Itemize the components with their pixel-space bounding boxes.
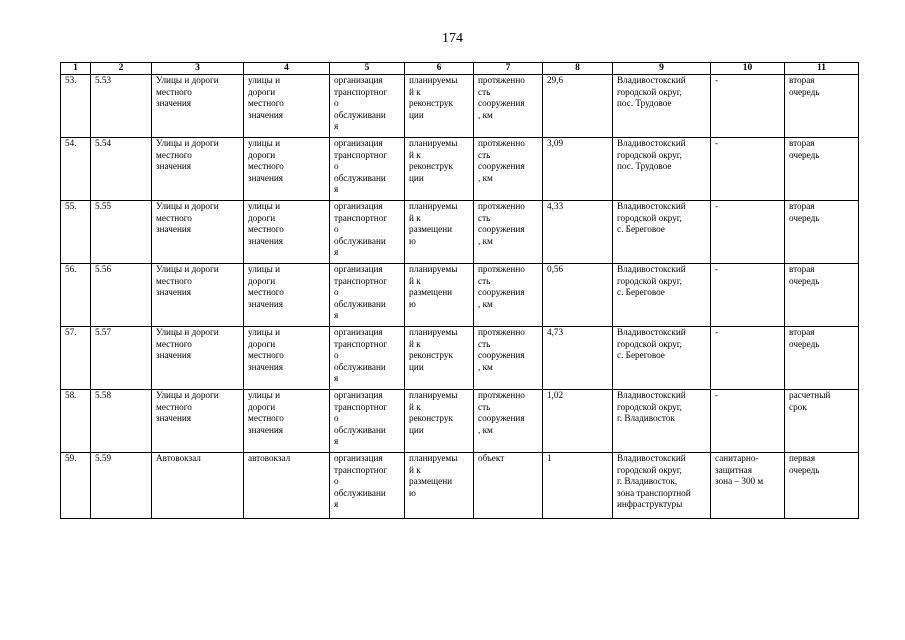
characteristic-cell: протяженно сть сооружения , км [474,138,543,201]
type-cell: улицы и дороги местного значения [244,75,330,138]
zone-cell: - [711,264,785,327]
name-cell: Улицы и дороги местного значения [152,327,244,390]
value-cell: 29,6 [543,75,613,138]
status-cell: планируемы й к реконструк ции [405,390,474,453]
term-cell: расчетный срок [785,390,859,453]
row-number-cell: 59. [61,453,91,519]
row-number-cell: 58. [61,390,91,453]
column-header: 5 [330,63,405,75]
table-row [61,390,859,453]
name-cell: Улицы и дороги местного значения [152,201,244,264]
location-cell: Владивостокский городской округ, г. Владивосток [613,390,711,453]
term-cell: вторая очередь [785,201,859,264]
type-cell: улицы и дороги местного значения [244,390,330,453]
item-code-cell: 5.58 [91,390,152,453]
purpose-cell: организация транспортног о обслуживани я [330,327,405,390]
type-cell: автовокзал [244,453,330,519]
purpose-cell: организация транспортног о обслуживани я [330,390,405,453]
column-header: 8 [543,63,613,75]
purpose-cell: организация транспортног о обслуживани я [330,75,405,138]
table-row [61,264,859,327]
term-cell: первая очередь [785,453,859,519]
characteristic-cell: протяженно сть сооружения , км [474,201,543,264]
zone-cell: - [711,75,785,138]
column-header: 11 [785,63,859,75]
name-cell: Улицы и дороги местного значения [152,138,244,201]
location-cell: Владивостокский городской округ, пос. Трудовое [613,75,711,138]
status-cell: планируемы й к размещени ю [405,264,474,327]
term-cell: вторая очередь [785,264,859,327]
value-cell: 4,73 [543,327,613,390]
item-code-cell: 5.55 [91,201,152,264]
characteristic-cell: протяженно сть сооружения , км [474,75,543,138]
column-header: 9 [613,63,711,75]
location-cell: Владивостокский городской округ, пос. Трудовое [613,138,711,201]
row-number-cell: 57. [61,327,91,390]
row-number-cell: 55. [61,201,91,264]
table-row [61,453,859,519]
location-cell: Владивостокский городской округ, с. Береговое [613,264,711,327]
row-number-cell: 53. [61,75,91,138]
column-header: 3 [152,63,244,75]
location-cell: Владивостокский городской округ, г. Владивосток, зона транспортной инфраструктуры [613,453,711,519]
characteristic-cell: протяженно сть сооружения , км [474,264,543,327]
purpose-cell: организация транспортног о обслуживани я [330,264,405,327]
type-cell: улицы и дороги местного значения [244,138,330,201]
value-cell: 3,09 [543,138,613,201]
purpose-cell: организация транспортног о обслуживани я [330,453,405,519]
column-header: 7 [474,63,543,75]
status-cell: планируемы й к реконструк ции [405,138,474,201]
item-code-cell: 5.56 [91,264,152,327]
value-cell: 1 [543,453,613,519]
page-number: 174 [442,31,463,46]
purpose-cell: организация транспортног о обслуживани я [330,201,405,264]
zone-cell: - [711,327,785,390]
type-cell: улицы и дороги местного значения [244,264,330,327]
item-code-cell: 5.54 [91,138,152,201]
status-cell: планируемы й к размещени ю [405,201,474,264]
value-cell: 0,56 [543,264,613,327]
zone-cell: - [711,138,785,201]
characteristic-cell: объект [474,453,543,519]
term-cell: вторая очередь [785,75,859,138]
name-cell: Улицы и дороги местного значения [152,390,244,453]
status-cell: планируемы й к размещени ю [405,453,474,519]
item-code-cell: 5.57 [91,327,152,390]
characteristic-cell: протяженно сть сооружения , км [474,327,543,390]
item-code-cell: 5.59 [91,453,152,519]
table-row [61,327,859,390]
location-cell: Владивостокский городской округ, с. Береговое [613,327,711,390]
status-cell: планируемы й к реконструк ции [405,75,474,138]
value-cell: 1,02 [543,390,613,453]
term-cell: вторая очередь [785,327,859,390]
zone-cell: - [711,390,785,453]
row-number-cell: 56. [61,264,91,327]
table-row [61,75,859,138]
characteristic-cell: протяженно сть сооружения , км [474,390,543,453]
zone-cell: - [711,201,785,264]
name-cell: Улицы и дороги местного значения [152,75,244,138]
type-cell: улицы и дороги местного значения [244,201,330,264]
location-cell: Владивостокский городской округ, с. Береговое [613,201,711,264]
row-number-cell: 54. [61,138,91,201]
name-cell: Улицы и дороги местного значения [152,264,244,327]
type-cell: улицы и дороги местного значения [244,327,330,390]
status-cell: планируемы й к реконструк ции [405,327,474,390]
column-header: 6 [405,63,474,75]
purpose-cell: организация транспортног о обслуживани я [330,138,405,201]
header-row [61,63,859,75]
zone-cell: санитарно- защитная зона – 300 м [711,453,785,519]
column-header: 1 [61,63,91,75]
name-cell: Автовокзал [152,453,244,519]
item-code-cell: 5.53 [91,75,152,138]
document-table [60,62,859,519]
table-row [61,201,859,264]
column-header: 4 [244,63,330,75]
table-row [61,138,859,201]
column-header: 10 [711,63,785,75]
term-cell: вторая очередь [785,138,859,201]
value-cell: 4,33 [543,201,613,264]
column-header: 2 [91,63,152,75]
